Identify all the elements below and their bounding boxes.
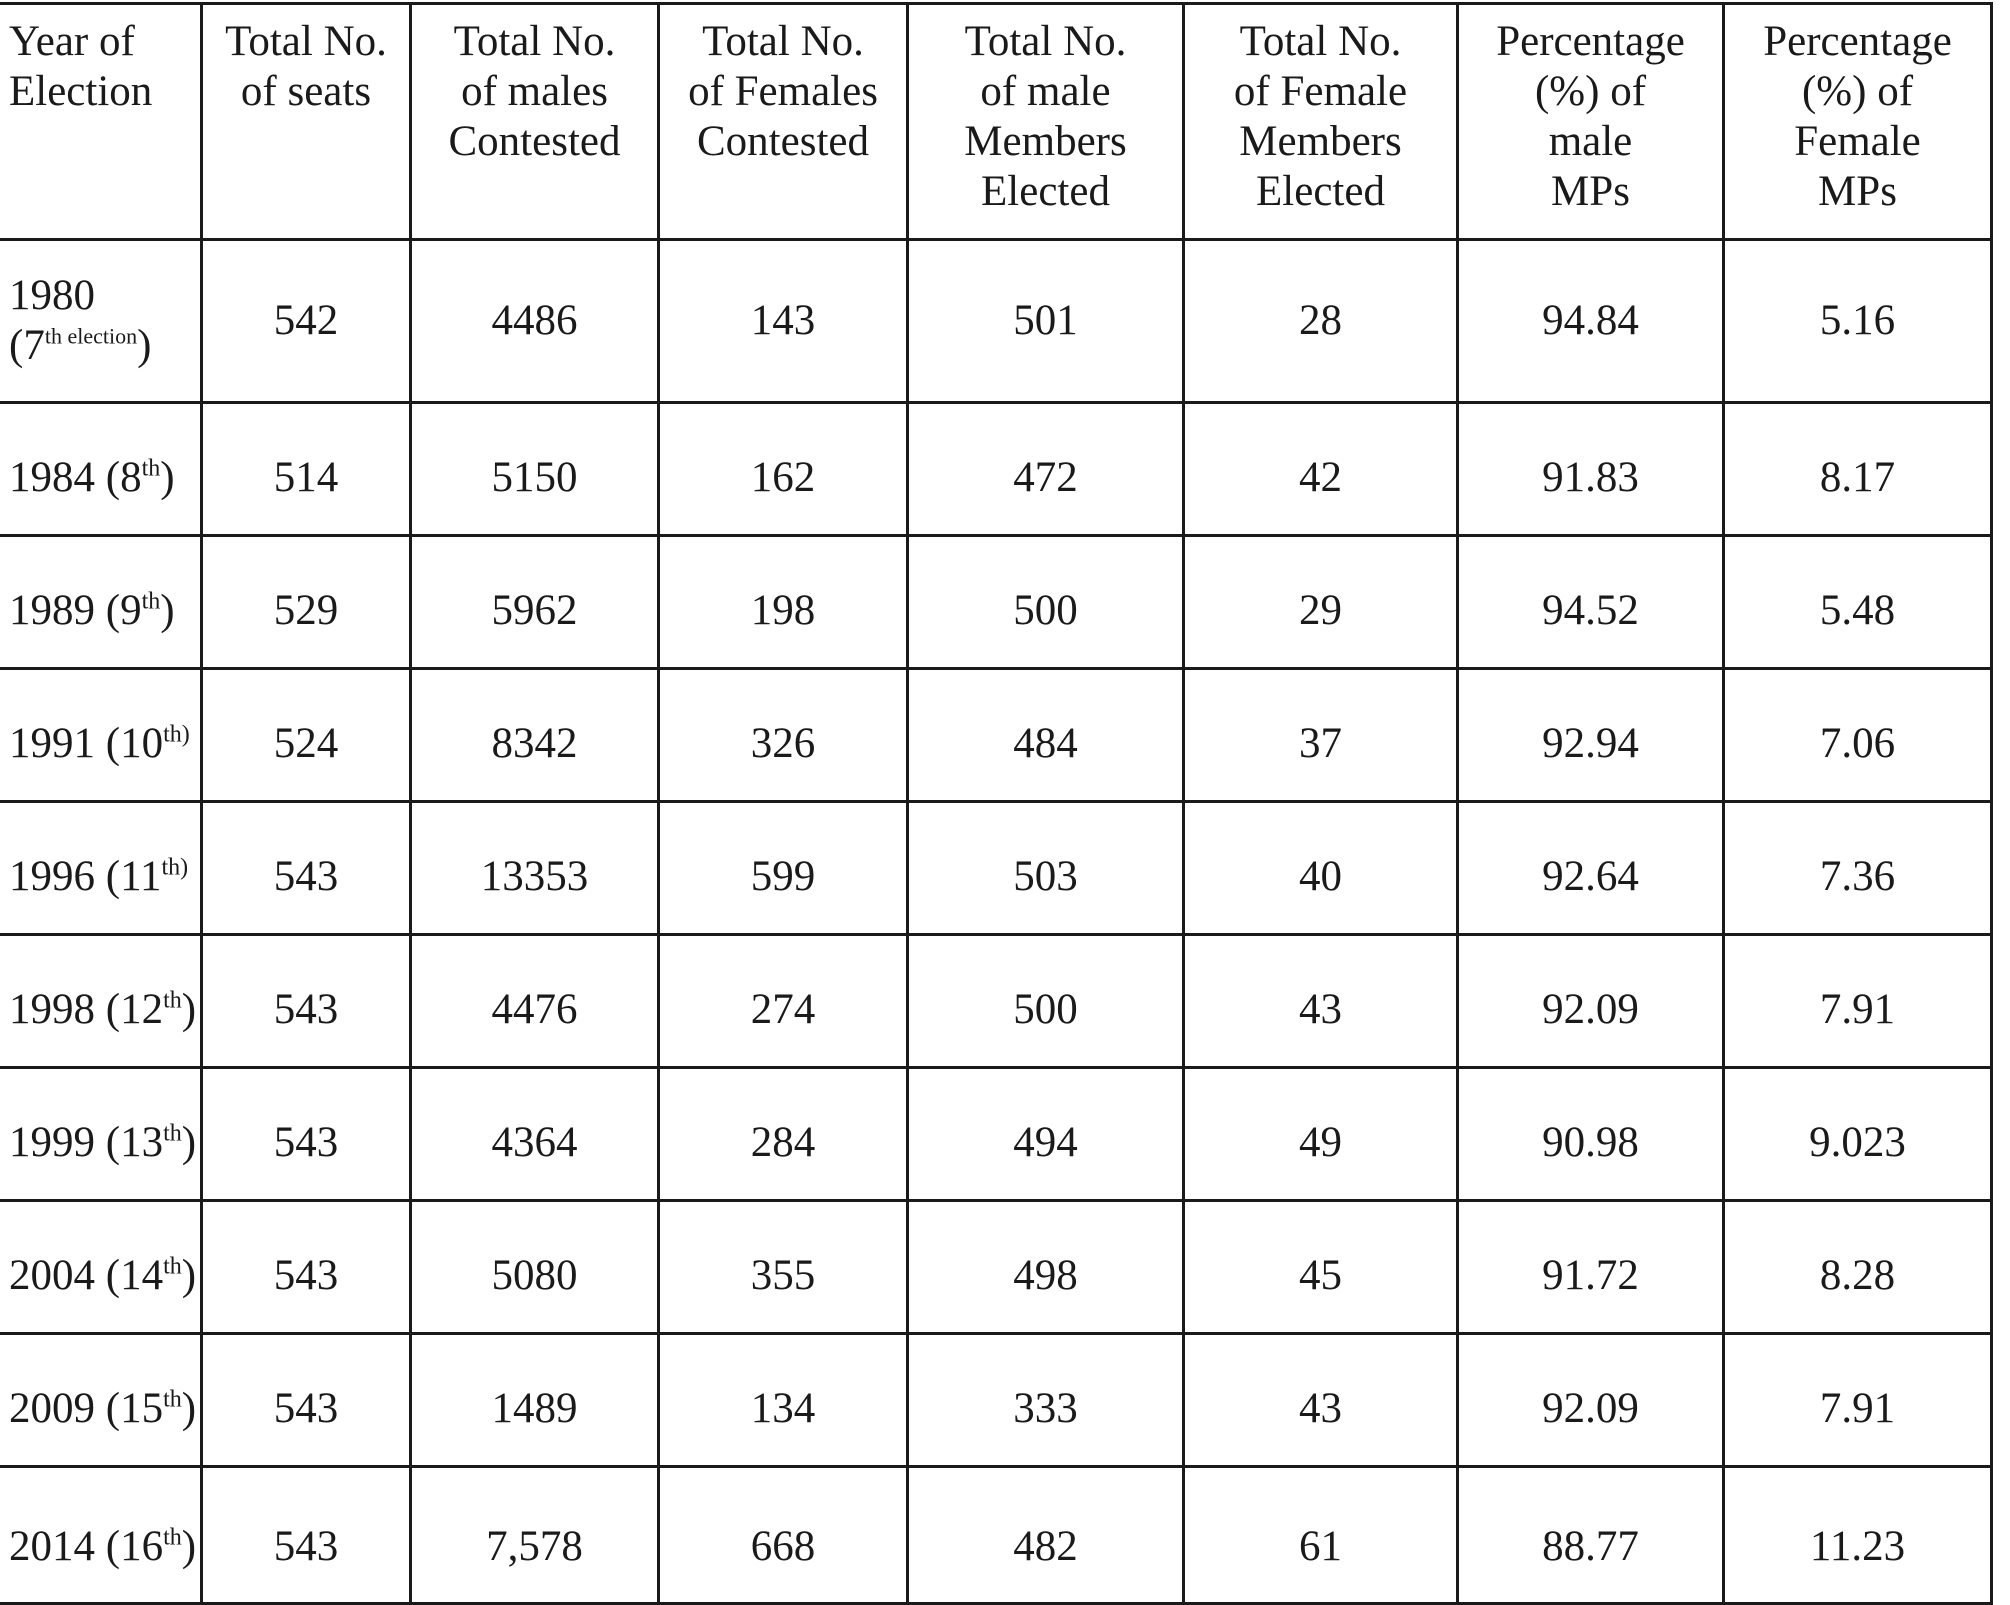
cell-seats: 543 — [202, 935, 411, 1068]
year-text: 1991 (10 — [9, 720, 164, 767]
cell-male-elected: 494 — [908, 1068, 1184, 1201]
header-text: (%) of — [1534, 68, 1647, 115]
year-ordinal: th) — [163, 721, 190, 748]
year-suffix: ) — [181, 1385, 197, 1432]
cell-pct-male: 92.94 — [1458, 669, 1724, 802]
cell-males-contested: 5962 — [411, 536, 659, 669]
cell-pct-female: 7.06 — [1724, 669, 1992, 802]
cell-year — [0, 935, 202, 1068]
header-text: Total No. — [964, 18, 1127, 65]
cell-year — [0, 1334, 202, 1467]
year-ordinal: th — [163, 987, 182, 1014]
header-text: Elected — [1256, 168, 1385, 215]
year-ordinal: th — [163, 1524, 182, 1551]
year-suffix: ) — [181, 986, 197, 1033]
year-text: 1980 — [9, 272, 95, 319]
header-male-members-elected — [908, 4, 1184, 240]
year-ordinal: th — [163, 1253, 182, 1280]
cell-pct-male: 90.98 — [1458, 1068, 1724, 1201]
year-ordinal: th — [141, 588, 161, 615]
cell-females-contested: 355 — [659, 1201, 908, 1334]
header-text: of seats — [240, 68, 372, 115]
table-row — [0, 240, 1992, 403]
header-text: of Females — [688, 68, 878, 115]
cell-female-elected: 45 — [1184, 1201, 1458, 1334]
header-text: Year of — [9, 18, 135, 65]
cell-pct-female: 5.48 — [1724, 536, 1992, 669]
cell-year — [0, 1068, 202, 1201]
cell-males-contested: 4476 — [411, 935, 659, 1068]
year-text: 1998 (12 — [9, 986, 164, 1033]
cell-female-elected: 28 — [1184, 240, 1458, 403]
table-row — [0, 935, 1992, 1068]
header-text: Percentage — [1496, 18, 1685, 65]
cell-year — [0, 802, 202, 935]
cell-year — [0, 536, 202, 669]
year-ordinal: th — [141, 455, 161, 482]
header-text: of Female — [1233, 68, 1408, 115]
cell-females-contested: 668 — [659, 1467, 908, 1604]
header-text: Total No. — [702, 18, 864, 65]
cell-year — [0, 669, 202, 802]
header-text: Total No. — [453, 18, 616, 65]
election-suffix: ) — [137, 322, 152, 369]
cell-females-contested: 284 — [659, 1068, 908, 1201]
cell-pct-female: 7.91 — [1724, 1334, 1992, 1467]
cell-pct-male: 91.72 — [1458, 1201, 1724, 1334]
table-row — [0, 1467, 1992, 1604]
cell-seats: 543 — [202, 1201, 411, 1334]
cell-pct-male: 88.77 — [1458, 1467, 1724, 1604]
cell-pct-male: 92.64 — [1458, 802, 1724, 935]
year-text: 1984 (8 — [9, 454, 142, 501]
cell-pct-male: 92.09 — [1458, 1334, 1724, 1467]
cell-year — [0, 1467, 202, 1604]
cell-pct-female: 7.91 — [1724, 935, 1992, 1068]
election-gender-table — [0, 2, 1993, 1605]
election-number — [9, 321, 200, 371]
year-suffix: ) — [181, 1252, 197, 1299]
year-suffix: ) — [181, 1119, 197, 1166]
cell-seats: 543 — [202, 1068, 411, 1201]
table-row — [0, 403, 1992, 536]
cell-pct-male: 94.52 — [1458, 536, 1724, 669]
cell-pct-female: 8.17 — [1724, 403, 1992, 536]
cell-pct-male: 91.83 — [1458, 403, 1724, 536]
cell-male-elected: 472 — [908, 403, 1184, 536]
header-text: Total No. — [225, 18, 387, 65]
year-ordinal: th — [163, 1386, 182, 1413]
cell-pct-female: 11.23 — [1724, 1467, 1992, 1604]
cell-males-contested: 5080 — [411, 1201, 659, 1334]
cell-males-contested: 7,578 — [411, 1467, 659, 1604]
election-prefix: (7 — [9, 322, 45, 369]
header-percentage-female-mps — [1724, 4, 1992, 240]
cell-year — [0, 240, 202, 403]
year-suffix: ) — [160, 454, 175, 501]
cell-male-elected: 482 — [908, 1467, 1184, 1604]
cell-males-contested: 5150 — [411, 403, 659, 536]
year-suffix: ) — [181, 1523, 197, 1570]
cell-female-elected: 37 — [1184, 669, 1458, 802]
cell-males-contested: 8342 — [411, 669, 659, 802]
cell-pct-female: 9.023 — [1724, 1068, 1992, 1201]
cell-male-elected: 333 — [908, 1334, 1184, 1467]
year-ordinal: th) — [161, 854, 189, 881]
header-text: of males — [461, 68, 608, 115]
year-text: 1999 (13 — [9, 1119, 164, 1166]
header-text: MPs — [1818, 168, 1897, 215]
cell-males-contested: 4486 — [411, 240, 659, 403]
year-ordinal: th — [163, 1120, 182, 1147]
header-total-seats — [202, 4, 411, 240]
cell-female-elected: 49 — [1184, 1068, 1458, 1201]
cell-females-contested: 326 — [659, 669, 908, 802]
header-year-of-election — [0, 4, 202, 240]
cell-males-contested: 1489 — [411, 1334, 659, 1467]
cell-males-contested: 13353 — [411, 802, 659, 935]
header-text: Contested — [697, 118, 869, 165]
cell-male-elected: 503 — [908, 802, 1184, 935]
cell-seats: 543 — [202, 1334, 411, 1467]
cell-seats: 529 — [202, 536, 411, 669]
header-row — [0, 4, 1992, 240]
cell-seats: 543 — [202, 802, 411, 935]
table-row — [0, 669, 1992, 802]
header-percentage-male-mps — [1458, 4, 1724, 240]
header-text: Female — [1794, 118, 1921, 165]
header-text: MPs — [1551, 168, 1630, 215]
table-row — [0, 802, 1992, 935]
cell-female-elected: 43 — [1184, 1334, 1458, 1467]
header-text: (%) of — [1801, 68, 1914, 115]
header-males-contested — [411, 4, 659, 240]
cell-females-contested: 274 — [659, 935, 908, 1068]
header-text: Election — [9, 68, 153, 115]
header-text: Members — [964, 118, 1127, 165]
header-text: Contested — [448, 118, 621, 165]
year-text: 2009 (15 — [9, 1385, 164, 1432]
cell-pct-male: 94.84 — [1458, 240, 1724, 403]
cell-male-elected: 498 — [908, 1201, 1184, 1334]
cell-female-elected: 29 — [1184, 536, 1458, 669]
cell-pct-male: 92.09 — [1458, 935, 1724, 1068]
table-row — [0, 1201, 1992, 1334]
table-row — [0, 1068, 1992, 1201]
cell-seats: 514 — [202, 403, 411, 536]
year-text: 1996 (11 — [9, 853, 162, 900]
year-text: 1989 (9 — [9, 587, 142, 634]
cell-pct-female: 7.36 — [1724, 802, 1992, 935]
header-text: male — [1548, 118, 1633, 165]
year-suffix: ) — [160, 587, 175, 634]
cell-female-elected: 61 — [1184, 1467, 1458, 1604]
cell-male-elected: 484 — [908, 669, 1184, 802]
header-text: of male — [980, 68, 1111, 115]
header-text: Percentage — [1763, 18, 1952, 65]
cell-male-elected: 500 — [908, 935, 1184, 1068]
header-text: Total No. — [1239, 18, 1402, 65]
cell-male-elected: 501 — [908, 240, 1184, 403]
cell-seats: 542 — [202, 240, 411, 403]
cell-male-elected: 500 — [908, 536, 1184, 669]
cell-seats: 524 — [202, 669, 411, 802]
cell-year — [0, 1201, 202, 1334]
cell-females-contested: 143 — [659, 240, 908, 403]
cell-females-contested: 162 — [659, 403, 908, 536]
election-ordinal: th election — [44, 323, 138, 349]
table-row — [0, 536, 1992, 669]
cell-seats: 543 — [202, 1467, 411, 1604]
cell-year — [0, 403, 202, 536]
header-text: Elected — [981, 168, 1110, 215]
cell-females-contested: 198 — [659, 536, 908, 669]
cell-pct-female: 5.16 — [1724, 240, 1992, 403]
cell-pct-female: 8.28 — [1724, 1201, 1992, 1334]
year-text: 2004 (14 — [9, 1252, 164, 1299]
header-text: Members — [1239, 118, 1402, 165]
cell-males-contested: 4364 — [411, 1068, 659, 1201]
cell-females-contested: 134 — [659, 1334, 908, 1467]
table-row — [0, 1334, 1992, 1467]
year-text: 2014 (16 — [9, 1523, 164, 1570]
cell-female-elected: 40 — [1184, 802, 1458, 935]
cell-female-elected: 42 — [1184, 403, 1458, 536]
header-female-members-elected — [1184, 4, 1458, 240]
header-females-contested — [659, 4, 908, 240]
cell-female-elected: 43 — [1184, 935, 1458, 1068]
cell-females-contested: 599 — [659, 802, 908, 935]
